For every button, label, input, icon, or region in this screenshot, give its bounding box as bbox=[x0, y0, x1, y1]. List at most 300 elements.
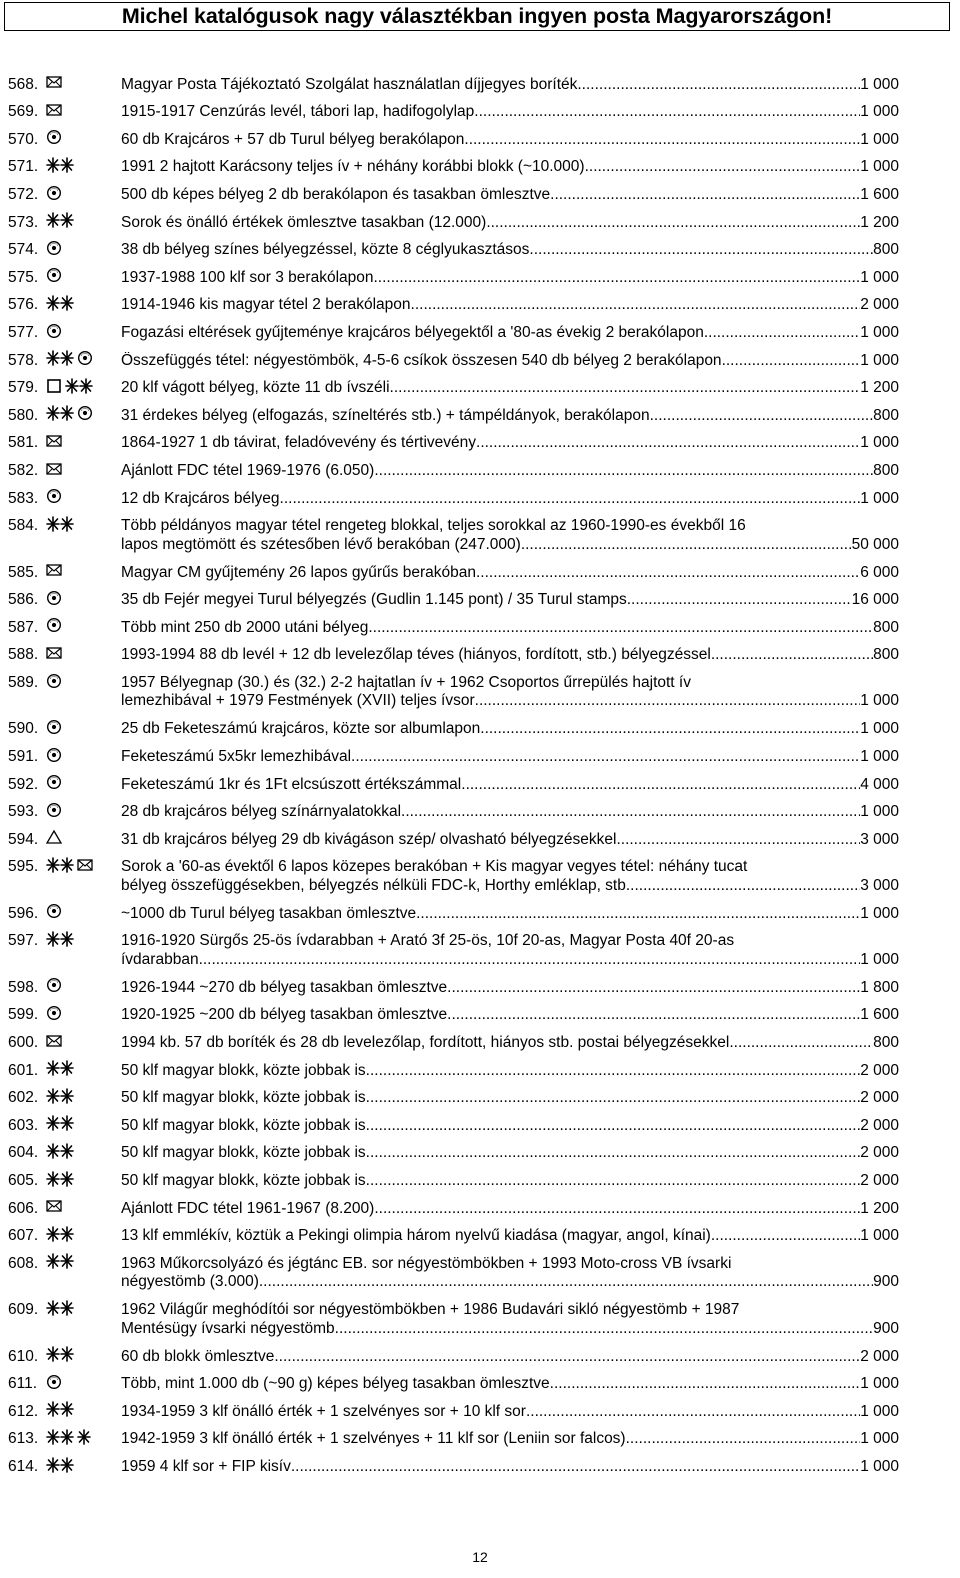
description-text: ívdarabban bbox=[121, 950, 199, 968]
lot-description bbox=[121, 131, 899, 150]
circle-dot-icon bbox=[46, 617, 62, 639]
double-star-icon bbox=[46, 212, 74, 234]
dot-leader bbox=[650, 407, 874, 426]
condition-icons bbox=[46, 832, 62, 849]
lot-description bbox=[121, 1375, 899, 1394]
lot-price: 1 000 bbox=[860, 489, 899, 507]
lot-price: 2 000 bbox=[860, 296, 899, 314]
lot-description bbox=[121, 1255, 899, 1292]
lot-price: 1 000 bbox=[860, 1375, 899, 1393]
lot-number: 587. bbox=[8, 618, 39, 636]
dot-leader bbox=[374, 1200, 860, 1219]
description-text: 1926-1944 ~270 db bélyeg tasakban ömlesztve bbox=[121, 978, 448, 996]
lot-price: 1 000 bbox=[860, 268, 899, 286]
description-text: 12 db Krajcáros bélyeg bbox=[121, 489, 280, 507]
lot-number: 612. bbox=[8, 1402, 39, 1420]
lot-price: 1 000 bbox=[860, 803, 899, 821]
condition-icons bbox=[46, 592, 62, 609]
single-star-icon bbox=[77, 1429, 91, 1451]
lot-description bbox=[121, 1200, 899, 1219]
lot-number: 598. bbox=[8, 978, 39, 996]
lot-description bbox=[121, 858, 899, 895]
description-text: 1993-1994 88 db levél + 12 db levelezőlap téves (hiányos, fordított, stb.) bélyegzéssel bbox=[121, 646, 711, 664]
lot-price: 1 000 bbox=[860, 1430, 899, 1448]
dot-leader bbox=[291, 1458, 860, 1477]
lot-price: 800 bbox=[873, 406, 899, 424]
dot-leader bbox=[274, 1348, 860, 1367]
lot-price: 3 000 bbox=[860, 830, 899, 848]
double-star-icon bbox=[46, 857, 74, 879]
lot-number: 609. bbox=[8, 1301, 39, 1319]
banner-title: Michel katalógusok nagy választékban ingyen posta Magyarországon! bbox=[121, 4, 833, 28]
condition-icons bbox=[46, 380, 93, 397]
lot-price: 1 000 bbox=[860, 434, 899, 452]
lot-number: 591. bbox=[8, 747, 39, 765]
double-star-icon bbox=[46, 1060, 74, 1082]
dot-leader bbox=[704, 324, 860, 343]
lot-number: 605. bbox=[8, 1171, 39, 1189]
condition-icons bbox=[46, 1090, 74, 1107]
description-text: 1864-1927 1 db távirat, feladóvevény és tértivevény bbox=[121, 434, 477, 452]
lot-price: 800 bbox=[873, 618, 899, 636]
envelope-icon bbox=[46, 103, 62, 123]
condition-icons bbox=[46, 1256, 74, 1273]
description-text: Ajánlott FDC tétel 1969-1976 (6.050) bbox=[121, 461, 375, 479]
condition-icons bbox=[46, 325, 62, 342]
condition-icons bbox=[46, 132, 62, 149]
triangle-icon bbox=[46, 829, 62, 851]
circle-dot-icon bbox=[46, 673, 62, 695]
envelope-icon bbox=[46, 462, 62, 482]
description-text: Több példányos magyar tétel rengeteg blokkal, teljes sorokkal az 1960-1990-es évekből 16 bbox=[121, 517, 746, 535]
lot-number: 579. bbox=[8, 379, 39, 397]
lot-price: 4 000 bbox=[860, 775, 899, 793]
circle-dot-icon bbox=[46, 185, 62, 207]
lot-price: 1 600 bbox=[860, 185, 899, 203]
description-text: 25 db Feketeszámú krajcáros, közte sor albumlapon bbox=[121, 720, 481, 738]
double-star-icon bbox=[46, 1143, 74, 1165]
dot-leader bbox=[585, 158, 861, 177]
condition-icons bbox=[46, 1404, 74, 1421]
lot-number: 584. bbox=[8, 517, 39, 535]
dot-leader bbox=[630, 877, 860, 896]
dot-leader bbox=[627, 591, 852, 610]
dot-leader bbox=[550, 186, 860, 205]
lot-number: 614. bbox=[8, 1457, 39, 1475]
double-star-icon bbox=[46, 405, 74, 427]
lot-price: 800 bbox=[873, 461, 899, 479]
lot-number: 570. bbox=[8, 130, 39, 148]
lot-description bbox=[121, 932, 899, 969]
lot-description bbox=[121, 1227, 899, 1246]
description-text: 50 klf magyar blokk, közte jobbak is bbox=[121, 1061, 366, 1079]
dot-leader bbox=[577, 76, 860, 95]
lot-description bbox=[121, 76, 899, 95]
dot-leader bbox=[401, 803, 860, 822]
lot-price: 2 000 bbox=[860, 1061, 899, 1079]
lot-price: 1 000 bbox=[860, 103, 899, 121]
condition-icons bbox=[46, 1201, 62, 1218]
description-text: 50 klf magyar blokk, közte jobbak is bbox=[121, 1116, 366, 1134]
dot-leader bbox=[550, 1375, 861, 1394]
description-text: 50 klf magyar blokk, közte jobbak is bbox=[121, 1144, 366, 1162]
circle-dot-icon bbox=[46, 719, 62, 741]
condition-icons bbox=[46, 1431, 91, 1448]
envelope-icon bbox=[46, 646, 62, 666]
dot-leader bbox=[476, 564, 860, 583]
circle-dot-icon bbox=[77, 350, 93, 372]
lot-number: 599. bbox=[8, 1006, 39, 1024]
lot-number: 602. bbox=[8, 1089, 39, 1107]
lot-price: 1 000 bbox=[860, 75, 899, 93]
dot-leader bbox=[526, 1403, 860, 1422]
condition-icons bbox=[46, 491, 62, 508]
lot-description bbox=[121, 158, 899, 177]
lot-number: 574. bbox=[8, 241, 39, 259]
lot-description bbox=[121, 776, 899, 795]
circle-dot-icon bbox=[46, 1005, 62, 1027]
condition-icons bbox=[46, 620, 62, 637]
circle-dot-icon bbox=[46, 323, 62, 345]
lot-description bbox=[121, 1117, 899, 1136]
lot-number: 578. bbox=[8, 351, 39, 369]
lot-description bbox=[121, 803, 899, 822]
double-star-icon bbox=[46, 1457, 74, 1479]
condition-icons bbox=[46, 1228, 74, 1245]
dot-leader bbox=[416, 905, 860, 924]
description-text: Feketeszámú 1kr és 1Ft elcsúszott értékszámmal bbox=[121, 775, 462, 793]
lot-price: 3 000 bbox=[860, 876, 899, 894]
double-star-icon bbox=[46, 1429, 74, 1451]
lot-description bbox=[121, 462, 899, 481]
lot-price: 16 000 bbox=[851, 591, 899, 609]
dot-leader bbox=[259, 1273, 873, 1292]
description-text: 1914-1946 kis magyar tétel 2 berakólapon bbox=[121, 296, 411, 314]
lot-description bbox=[121, 674, 899, 711]
lot-price: 1 000 bbox=[860, 323, 899, 341]
lot-description bbox=[121, 186, 899, 205]
lot-description bbox=[121, 103, 899, 122]
lot-price: 1 000 bbox=[860, 950, 899, 968]
lot-description bbox=[121, 619, 899, 638]
condition-icons bbox=[46, 187, 62, 204]
lot-number: 607. bbox=[8, 1227, 39, 1245]
circle-dot-icon bbox=[46, 774, 62, 796]
lot-number: 568. bbox=[8, 75, 39, 93]
dot-leader bbox=[711, 1227, 860, 1246]
double-star-icon bbox=[65, 378, 93, 400]
condition-icons bbox=[46, 1173, 74, 1190]
description-text: Sorok és önálló értékek ömlesztve tasakban (12.000) bbox=[121, 213, 487, 231]
circle-dot-icon bbox=[46, 1374, 62, 1396]
lot-description bbox=[121, 1006, 899, 1025]
lot-number: 603. bbox=[8, 1116, 39, 1134]
description-text: 1994 kb. 57 db boríték és 28 db levelezőlap, fordított, hiányos stb. postai bélyegzésekkel bbox=[121, 1033, 730, 1051]
circle-dot-icon bbox=[77, 405, 93, 427]
square-icon bbox=[46, 378, 62, 400]
lot-number: 613. bbox=[8, 1430, 39, 1448]
lot-price: 2 000 bbox=[860, 1144, 899, 1162]
description-text: Magyar Posta Tájékoztató Szolgálat használatlan díjjegyes boríték bbox=[121, 75, 578, 93]
condition-icons bbox=[46, 1145, 74, 1162]
lot-price: 1 000 bbox=[860, 747, 899, 765]
lot-number: 577. bbox=[8, 323, 39, 341]
circle-dot-icon bbox=[46, 129, 62, 151]
dot-leader bbox=[335, 1320, 873, 1339]
lot-description bbox=[121, 1089, 899, 1108]
lot-number: 582. bbox=[8, 461, 39, 479]
lot-number: 580. bbox=[8, 406, 39, 424]
condition-icons bbox=[46, 1035, 62, 1052]
condition-icons bbox=[46, 980, 62, 997]
lot-number: 600. bbox=[8, 1033, 39, 1051]
page-number: 12 bbox=[472, 1549, 488, 1565]
lot-price: 1 000 bbox=[860, 1457, 899, 1475]
lot-description bbox=[121, 352, 899, 371]
double-star-icon bbox=[46, 1401, 74, 1423]
dot-leader bbox=[351, 748, 860, 767]
condition-icons bbox=[46, 270, 62, 287]
condition-icons bbox=[46, 1007, 62, 1024]
lot-description bbox=[121, 1430, 899, 1449]
dot-leader bbox=[366, 1062, 861, 1081]
description-text: 60 db Krajcáros + 57 db Turul bélyeg berakólapon bbox=[121, 130, 465, 148]
lot-number: 592. bbox=[8, 775, 39, 793]
lot-description bbox=[121, 905, 899, 924]
double-star-icon bbox=[46, 157, 74, 179]
lot-description bbox=[121, 591, 899, 610]
circle-dot-icon bbox=[46, 267, 62, 289]
condition-icons bbox=[46, 353, 93, 370]
lot-number: 606. bbox=[8, 1199, 39, 1217]
condition-icons bbox=[46, 1302, 74, 1319]
lot-price: 1 000 bbox=[860, 692, 899, 710]
dot-leader bbox=[374, 269, 861, 288]
lot-number: 569. bbox=[8, 103, 39, 121]
double-star-icon bbox=[46, 1253, 74, 1275]
dot-leader bbox=[199, 951, 861, 970]
lot-description bbox=[121, 407, 899, 426]
description-text: Feketeszámú 5x5kr lemezhibával bbox=[121, 747, 352, 765]
dot-leader bbox=[411, 296, 861, 315]
lot-description bbox=[121, 490, 899, 509]
lot-description bbox=[121, 831, 899, 850]
lot-number: 571. bbox=[8, 158, 39, 176]
description-text: 13 klf emmlékív, köztük a Pekingi olimpia három nyelvű kiadása (magyar, angol, kínai) bbox=[121, 1227, 711, 1245]
lot-description bbox=[121, 1034, 899, 1053]
dot-leader bbox=[366, 1144, 861, 1163]
lot-description bbox=[121, 720, 899, 739]
dot-leader bbox=[368, 619, 873, 638]
description-text: 1962 Világűr meghódítói sor négyestömbökben + 1986 Budavári sikló négyestömb + 1987 bbox=[121, 1301, 740, 1319]
lot-number: 604. bbox=[8, 1144, 39, 1162]
lot-price: 2 000 bbox=[860, 1116, 899, 1134]
lot-number: 610. bbox=[8, 1347, 39, 1365]
dot-leader bbox=[366, 1172, 861, 1191]
dot-leader bbox=[729, 1034, 873, 1053]
double-star-icon bbox=[46, 1115, 74, 1137]
condition-icons bbox=[46, 297, 74, 314]
circle-dot-icon bbox=[46, 240, 62, 262]
envelope-icon bbox=[46, 1034, 62, 1054]
circle-dot-icon bbox=[46, 590, 62, 612]
lot-description bbox=[121, 517, 899, 554]
lot-number: 595. bbox=[8, 858, 39, 876]
condition-icons bbox=[46, 215, 74, 232]
condition-icons bbox=[46, 1063, 74, 1080]
lot-number: 589. bbox=[8, 673, 39, 691]
dot-leader bbox=[390, 379, 861, 398]
circle-dot-icon bbox=[46, 488, 62, 510]
lot-description bbox=[121, 296, 899, 315]
lot-description bbox=[121, 979, 899, 998]
description-text: 1916-1920 Sürgős 25-ös ívdarabban + Arató 3f 25-ös, 10f 20-as, Magyar Posta 40f 20-as bbox=[121, 932, 735, 950]
lot-price: 800 bbox=[873, 646, 899, 664]
lot-description bbox=[121, 646, 899, 665]
dot-leader bbox=[461, 776, 860, 795]
description-text: 50 klf magyar blokk, közte jobbak is bbox=[121, 1171, 366, 1189]
dot-leader bbox=[366, 1089, 861, 1108]
description-text: ~1000 db Turul bélyeg tasakban ömlesztve bbox=[121, 904, 417, 922]
lot-description bbox=[121, 564, 899, 583]
lot-price: 2 000 bbox=[860, 1347, 899, 1365]
condition-icons bbox=[46, 104, 62, 121]
condition-icons bbox=[46, 1376, 62, 1393]
description-text: Fogazási eltérések gyűjteménye krajcáros bélyegektől a '80-as évekig 2 berakólapon bbox=[121, 323, 704, 341]
lot-number: 575. bbox=[8, 268, 39, 286]
dot-leader bbox=[480, 720, 860, 739]
lot-number: 586. bbox=[8, 591, 39, 609]
lot-number: 611. bbox=[8, 1375, 38, 1393]
condition-icons bbox=[46, 77, 62, 94]
lot-price: 1 200 bbox=[860, 1199, 899, 1217]
description-text: 50 klf magyar blokk, közte jobbak is bbox=[121, 1089, 366, 1107]
lot-price: 1 800 bbox=[860, 978, 899, 996]
lot-description bbox=[121, 1301, 899, 1338]
description-text: 1937-1988 100 klf sor 3 berakólapon bbox=[121, 268, 374, 286]
description-text: 31 db krajcáros bélyeg 29 db kivágáson szép/ olvasható bélyegzésekkel bbox=[121, 830, 617, 848]
condition-icons bbox=[46, 565, 62, 582]
condition-icons bbox=[46, 435, 62, 452]
condition-icons bbox=[46, 721, 62, 738]
condition-icons bbox=[46, 906, 62, 923]
description-text: 500 db képes bélyeg 2 db berakólapon és tasakban ömlesztve bbox=[121, 185, 551, 203]
description-text: 1963 Műkorcsolyázó és jégtánc EB. sor négyestömbökben + 1993 Moto-cross VB ívsarki bbox=[121, 1254, 732, 1272]
description-text: lapos megtömött és szétesőben lévő berakóban (247.000) bbox=[121, 535, 521, 553]
description-text: 1920-1925 ~200 db bélyeg tasakban ömlesztve bbox=[121, 1006, 448, 1024]
lot-price: 50 000 bbox=[851, 535, 899, 553]
condition-icons bbox=[46, 463, 62, 480]
dot-leader bbox=[374, 462, 873, 481]
lot-description bbox=[121, 1458, 899, 1477]
lot-price: 1 200 bbox=[860, 213, 899, 231]
lot-number: 576. bbox=[8, 296, 39, 314]
description-text: Több, mint 1.000 db (~90 g) képes bélyeg tasakban ömlesztve bbox=[121, 1375, 550, 1393]
lot-number: 608. bbox=[8, 1254, 39, 1272]
lot-price: 2 000 bbox=[860, 1171, 899, 1189]
description-text: Sorok a '60-as évektől 6 lapos közepes berakóban + Kis magyar vegyes tétel: néhány tucat bbox=[121, 858, 748, 876]
description-text: 1957 Bélyegnap (30.) és (32.) 2-2 hajtatlan ív + 1962 Csoportos űrrepülés hajtott ív bbox=[121, 673, 691, 691]
description-text: 38 db bélyeg színes bélyegzéssel, közte 8 céglyukasztásos bbox=[121, 241, 530, 259]
description-text: 20 klf vágott bélyeg, közte 11 db ívszéli bbox=[121, 379, 390, 397]
lot-number: 590. bbox=[8, 720, 39, 738]
lot-price: 2 000 bbox=[860, 1089, 899, 1107]
double-star-icon bbox=[46, 931, 74, 953]
lot-description bbox=[121, 1062, 899, 1081]
lot-number: 583. bbox=[8, 489, 39, 507]
catalog-banner bbox=[4, 2, 950, 31]
lot-description bbox=[121, 1172, 899, 1191]
envelope-icon bbox=[46, 75, 62, 95]
description-text: Magyar CM gyűjtemény 26 lapos gyűrűs berakóban bbox=[121, 563, 476, 581]
condition-icons bbox=[46, 1349, 74, 1366]
lot-price: 1 200 bbox=[860, 379, 899, 397]
condition-icons bbox=[46, 777, 62, 794]
lot-description bbox=[121, 241, 899, 260]
description-text: bélyeg összefüggésekben, bélyegzés nélküli FDC-k, Horthy emléklap, stb. bbox=[121, 876, 631, 894]
lot-description bbox=[121, 324, 899, 343]
description-text: 28 db krajcáros bélyeg színárnyalatokkal bbox=[121, 803, 402, 821]
lot-number: 585. bbox=[8, 563, 39, 581]
description-text: 31 érdekes bélyeg (elfogazás, színeltérés stb.) + támpéldányok, berakólapon bbox=[121, 406, 650, 424]
dot-leader bbox=[521, 536, 852, 555]
circle-dot-icon bbox=[46, 802, 62, 824]
condition-icons bbox=[46, 159, 74, 176]
condition-icons bbox=[46, 518, 74, 535]
lot-number: 601. bbox=[8, 1061, 39, 1079]
double-star-icon bbox=[46, 1346, 74, 1368]
lot-description bbox=[121, 269, 899, 288]
lot-price: 1 000 bbox=[860, 1402, 899, 1420]
description-text: 1942-1959 3 klf önálló érték + 1 szelvényes + 11 klf sor (Leniin sor falcos) bbox=[121, 1430, 626, 1448]
condition-icons bbox=[46, 749, 62, 766]
lot-number: 581. bbox=[8, 434, 39, 452]
condition-icons bbox=[46, 1118, 74, 1135]
lot-description bbox=[121, 1144, 899, 1163]
envelope-icon bbox=[77, 858, 93, 878]
dot-leader bbox=[464, 131, 860, 150]
description-text: Több mint 250 db 2000 utáni bélyeg bbox=[121, 618, 369, 636]
lot-price: 1 000 bbox=[860, 720, 899, 738]
circle-dot-icon bbox=[46, 903, 62, 925]
lot-number: 588. bbox=[8, 646, 39, 664]
lot-description bbox=[121, 1348, 899, 1367]
description-text: négyestömb (3.000) bbox=[121, 1273, 259, 1291]
dot-leader bbox=[722, 352, 861, 371]
lot-description bbox=[121, 434, 899, 453]
description-text: lemezhibával + 1979 Festmények (XVII) teljes ívsor bbox=[121, 692, 475, 710]
condition-icons bbox=[46, 859, 93, 876]
double-star-icon bbox=[46, 1226, 74, 1248]
double-star-icon bbox=[46, 350, 74, 372]
dot-leader bbox=[626, 1430, 861, 1449]
dot-leader bbox=[447, 979, 860, 998]
condition-icons bbox=[46, 647, 62, 664]
lot-description bbox=[121, 1403, 899, 1422]
lot-number: 596. bbox=[8, 904, 39, 922]
description-text: Összefüggés tétel: négyestömbök, 4-5-6 csíkok összesen 540 db bélyeg 2 berakólapon bbox=[121, 351, 722, 369]
dot-leader bbox=[476, 434, 860, 453]
lot-description bbox=[121, 748, 899, 767]
lot-price: 1 000 bbox=[860, 1227, 899, 1245]
lot-number: 597. bbox=[8, 932, 39, 950]
lot-description bbox=[121, 214, 899, 233]
lot-price: 6 000 bbox=[860, 563, 899, 581]
condition-icons bbox=[46, 804, 62, 821]
description-text: 1934-1959 3 klf önálló érték + 1 szelvényes sor + 10 klf sor bbox=[121, 1402, 526, 1420]
double-star-icon bbox=[46, 1300, 74, 1322]
lot-number: 572. bbox=[8, 185, 39, 203]
